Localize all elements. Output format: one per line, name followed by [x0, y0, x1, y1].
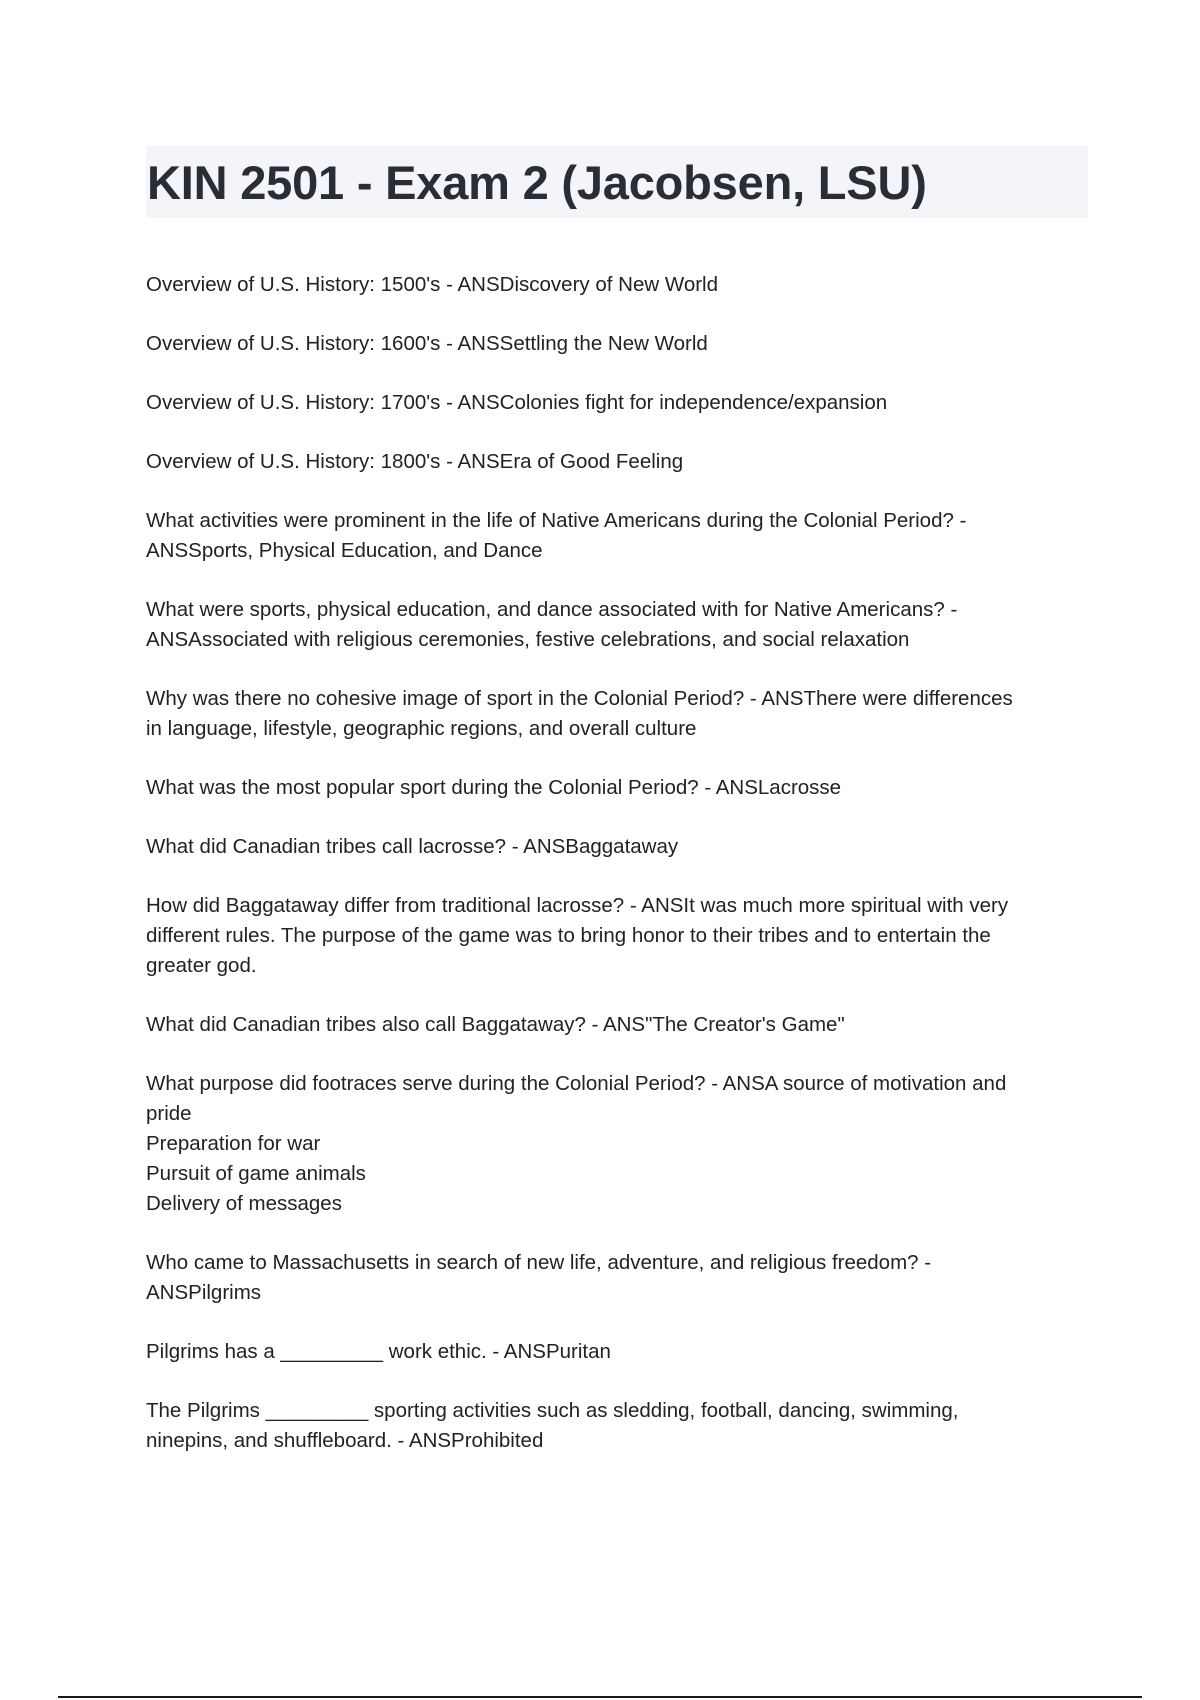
- qa-line: What was the most popular sport during the Colonial Period? - ANSLacrosse: [146, 776, 842, 799]
- qa-entry: [146, 506, 1096, 566]
- qa-line: Delivery of messages: [146, 1192, 342, 1215]
- qa-entry: [146, 1337, 1096, 1367]
- qa-line: ANSAssociated with religious ceremonies, festive celebrations, and social relaxation: [146, 628, 910, 651]
- qa-line: Overview of U.S. History: 1500's - ANSDiscovery of New World: [146, 273, 719, 296]
- qa-entry: [146, 832, 1096, 862]
- qa-line: What did Canadian tribes call lacrosse? - ANSBaggataway: [146, 835, 679, 858]
- qa-entry: [146, 1396, 1096, 1456]
- qa-line: Who came to Massachusetts in search of new life, adventure, and religious freedom? -: [146, 1251, 932, 1274]
- qa-line: pride: [146, 1102, 192, 1125]
- footer-divider: [58, 1696, 1142, 1698]
- qa-line: Overview of U.S. History: 1700's - ANSColonies fight for independence/expansion: [146, 391, 888, 414]
- qa-entry: [146, 684, 1096, 744]
- qa-entry: [146, 595, 1096, 655]
- qa-line: How did Baggataway differ from traditional lacrosse? - ANSIt was much more spiritual with very: [146, 894, 1009, 917]
- qa-line: Pilgrims has a _________ work ethic. - ANSPuritan: [146, 1340, 611, 1363]
- document-title: KIN 2501 - Exam 2 (Jacobsen, LSU): [147, 155, 927, 209]
- qa-entry: [146, 447, 1096, 477]
- qa-line: different rules. The purpose of the game was to bring honor to their tribes and to entertain the: [146, 924, 991, 947]
- qa-line: greater god.: [146, 954, 257, 977]
- qa-line: Pursuit of game animals: [146, 1162, 366, 1185]
- qa-entry: [146, 1069, 1096, 1219]
- qa-line: ANSSports, Physical Education, and Dance: [146, 539, 543, 562]
- qa-entry: [146, 270, 1096, 300]
- qa-entry: [146, 329, 1096, 359]
- title-banner: [146, 146, 1088, 218]
- qa-line: Overview of U.S. History: 1800's - ANSEra of Good Feeling: [146, 450, 684, 473]
- qa-line: Why was there no cohesive image of sport in the Colonial Period? - ANSThere were differences: [146, 687, 1013, 710]
- qa-line: ninepins, and shuffleboard. - ANSProhibited: [146, 1429, 544, 1452]
- qa-entry: [146, 773, 1096, 803]
- qa-line: ANSPilgrims: [146, 1281, 262, 1304]
- qa-line: Overview of U.S. History: 1600's - ANSSettling the New World: [146, 332, 708, 355]
- qa-line: The Pilgrims _________ sporting activities such as sledding, football, dancing, swimming,: [146, 1399, 959, 1422]
- qa-entry: [146, 1010, 1096, 1040]
- qa-entry: [146, 388, 1096, 418]
- qa-line: What did Canadian tribes also call Baggataway? - ANS"The Creator's Game": [146, 1013, 845, 1036]
- qa-line: Preparation for war: [146, 1132, 321, 1155]
- qa-line: What were sports, physical education, and dance associated with for Native Americans? -: [146, 598, 958, 621]
- qa-line: in language, lifestyle, geographic regions, and overall culture: [146, 717, 697, 740]
- qa-entry: [146, 891, 1096, 981]
- qa-entry: [146, 1248, 1096, 1308]
- qa-line: What purpose did footraces serve during the Colonial Period? - ANSA source of motivation and: [146, 1072, 1007, 1095]
- qa-line: What activities were prominent in the life of Native Americans during the Colonial Period? -: [146, 509, 967, 532]
- qa-list: [146, 270, 1096, 1485]
